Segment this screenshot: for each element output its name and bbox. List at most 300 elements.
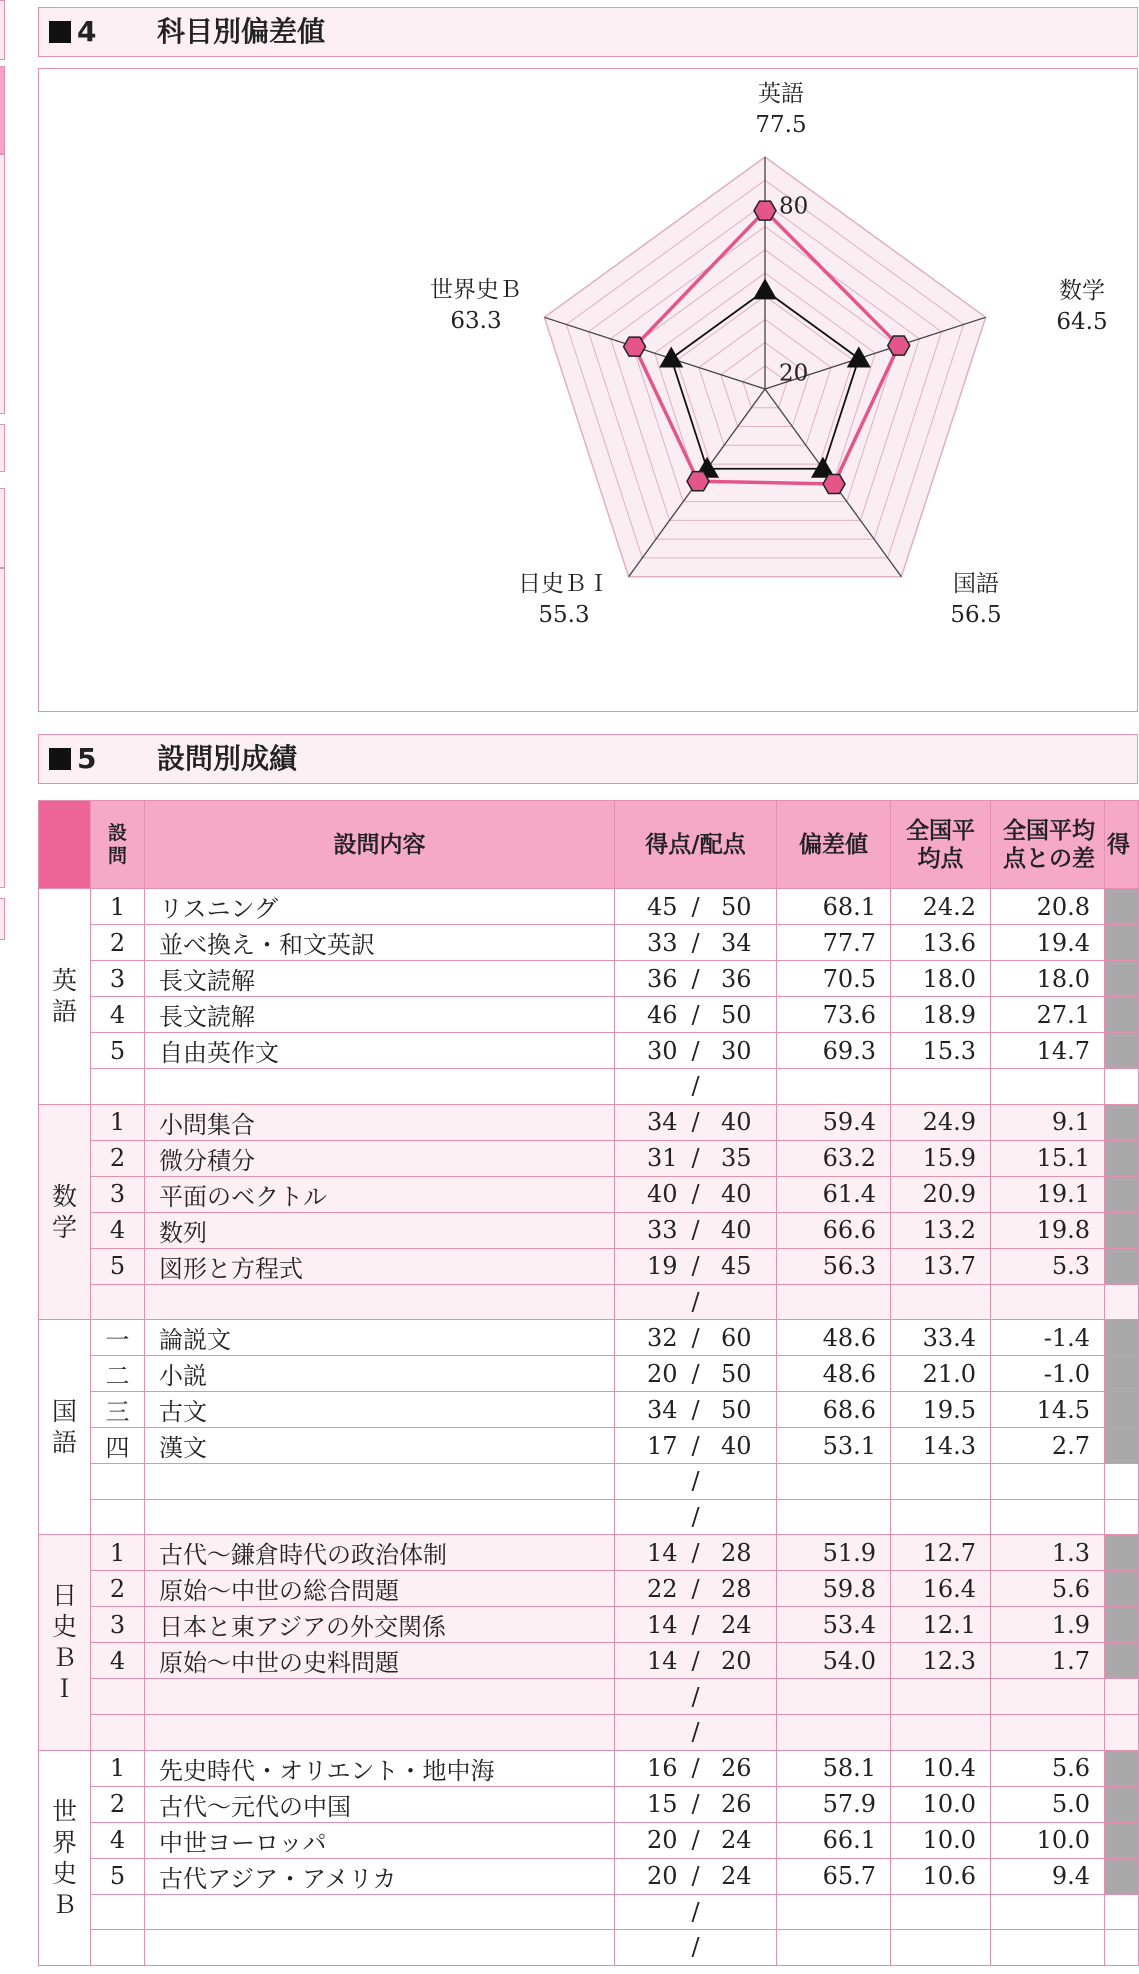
- edge-tab: [0, 0, 5, 60]
- diff-from-average: [991, 1284, 1105, 1320]
- extra-bar-cell: [1105, 889, 1139, 925]
- score-slash: /: [691, 1180, 700, 1209]
- table-row: [39, 1104, 1139, 1140]
- score-slash: /: [691, 1144, 700, 1173]
- deviation-value: 77.7: [777, 925, 891, 961]
- extra-bar-cell: [1105, 1140, 1139, 1176]
- diff-from-average: [991, 1464, 1105, 1500]
- subject-cell: [39, 1320, 91, 1535]
- score-cell: [615, 1033, 777, 1069]
- question-number: 二: [91, 1356, 145, 1392]
- question-content: 中世ヨーロッパ: [145, 1822, 615, 1858]
- deviation-value: 68.6: [777, 1392, 891, 1428]
- diff-from-average: 1.9: [991, 1607, 1105, 1643]
- deviation-value: 66.1: [777, 1822, 891, 1858]
- subject-cell: [39, 1750, 91, 1965]
- score-cell: [615, 1786, 777, 1822]
- deviation-value: [777, 1930, 891, 1966]
- score-earned: 33: [646, 928, 678, 957]
- extra-bar-cell: [1105, 997, 1139, 1033]
- score-cell: [615, 997, 777, 1033]
- axis-name: 英語: [758, 81, 804, 107]
- score-earned: 20: [646, 1826, 678, 1855]
- extra-bar-cell: [1105, 1714, 1139, 1750]
- deviation-value: 65.7: [777, 1858, 891, 1894]
- score-slash: /: [691, 1574, 700, 1603]
- score-cell: [615, 1069, 777, 1105]
- question-number: 三: [91, 1392, 145, 1428]
- deviation-value: 63.2: [777, 1140, 891, 1176]
- national-average: 10.0: [891, 1822, 991, 1858]
- axis-label-english: [721, 79, 841, 141]
- extra-bar-cell: [1105, 1786, 1139, 1822]
- deviation-value: 54.0: [777, 1643, 891, 1679]
- score-cell: [615, 1104, 777, 1140]
- subject-label: 国語: [51, 1397, 77, 1458]
- axis-value: 63.3: [450, 308, 502, 334]
- axis-name: 国語: [953, 571, 999, 597]
- score-earned: 15: [646, 1790, 678, 1819]
- question-content: [145, 1069, 615, 1105]
- score-slash: /: [691, 1718, 700, 1747]
- score-max: 40: [720, 1180, 752, 1209]
- score-max: 20: [720, 1646, 752, 1675]
- header-corner: [39, 801, 91, 889]
- score-slash: /: [691, 1323, 700, 1352]
- deviation-value: 53.1: [777, 1428, 891, 1464]
- question-number: 2: [91, 1140, 145, 1176]
- extra-bar-cell: [1105, 1894, 1139, 1930]
- table-row: [39, 961, 1139, 997]
- question-number: [91, 1069, 145, 1105]
- national-average: 21.0: [891, 1356, 991, 1392]
- score-slash: /: [691, 1933, 700, 1962]
- national-average: 19.5: [891, 1392, 991, 1428]
- question-number: [91, 1930, 145, 1966]
- score-earned: 36: [646, 964, 678, 993]
- deviation-value: 48.6: [777, 1320, 891, 1356]
- extra-bar-cell: [1105, 1176, 1139, 1212]
- score-earned: 20: [646, 1359, 678, 1388]
- score-max: 45: [720, 1252, 752, 1281]
- score-slash: /: [691, 1072, 700, 1101]
- table-row: [39, 1571, 1139, 1607]
- score-slash: /: [691, 1826, 700, 1855]
- table-header-row: [39, 801, 1139, 889]
- question-content: 微分積分: [145, 1140, 615, 1176]
- score-slash: /: [691, 1036, 700, 1065]
- score-slash: /: [691, 1359, 700, 1388]
- score-max: 50: [720, 1395, 752, 1424]
- radar-chart-panel: [38, 68, 1138, 712]
- question-number: 1: [91, 889, 145, 925]
- score-max: 28: [720, 1574, 752, 1603]
- score-slash: /: [691, 1503, 700, 1532]
- question-content: リスニング: [145, 889, 615, 925]
- score-earned: 45: [646, 892, 678, 921]
- national-average: 24.2: [891, 889, 991, 925]
- axis-label-japanese: [921, 569, 1031, 631]
- score-cell: [615, 1750, 777, 1786]
- deviation-value: 61.4: [777, 1176, 891, 1212]
- score-cell: [615, 1212, 777, 1248]
- score-slash: /: [691, 1108, 700, 1137]
- score-slash: /: [691, 1862, 700, 1891]
- national-average: 13.7: [891, 1248, 991, 1284]
- question-content: [145, 1464, 615, 1500]
- question-content: 日本と東アジアの外交関係: [145, 1607, 615, 1643]
- score-max: 24: [720, 1610, 752, 1639]
- diff-from-average: 19.4: [991, 925, 1105, 961]
- question-content: 原始～中世の総合問題: [145, 1571, 615, 1607]
- score-max: 34: [720, 928, 752, 957]
- question-number: [91, 1894, 145, 1930]
- score-max: 40: [720, 1431, 752, 1460]
- question-number: 3: [91, 961, 145, 997]
- extra-bar-cell: [1105, 1212, 1139, 1248]
- deviation-value: 66.6: [777, 1212, 891, 1248]
- table-row: [39, 1464, 1139, 1500]
- score-max: 26: [720, 1790, 752, 1819]
- score-slash: /: [691, 1682, 700, 1711]
- deviation-value: [777, 1069, 891, 1105]
- table-row: [39, 1894, 1139, 1930]
- subject-cell: [39, 889, 91, 1105]
- national-average: 15.9: [891, 1140, 991, 1176]
- diff-from-average: 14.5: [991, 1392, 1105, 1428]
- score-cell: [615, 1535, 777, 1571]
- score-cell: [615, 1428, 777, 1464]
- diff-from-average: [991, 1499, 1105, 1535]
- question-content: [145, 1930, 615, 1966]
- extra-bar-cell: [1105, 1356, 1139, 1392]
- table-row: [39, 1535, 1139, 1571]
- score-max: 28: [720, 1538, 752, 1567]
- diff-from-average: 5.0: [991, 1786, 1105, 1822]
- question-number: 1: [91, 1104, 145, 1140]
- extra-bar-cell: [1105, 1499, 1139, 1535]
- question-content: [145, 1714, 615, 1750]
- national-average: 15.3: [891, 1033, 991, 1069]
- table-row: [39, 1643, 1139, 1679]
- score-cell: [615, 1284, 777, 1320]
- question-content: 先史時代・オリエント・地中海: [145, 1750, 615, 1786]
- table-row: [39, 1248, 1139, 1284]
- header-diff-from-average: 全国平均点との差: [991, 801, 1105, 889]
- extra-bar-cell: [1105, 1104, 1139, 1140]
- axis-name: 世界史Ｂ: [430, 277, 522, 303]
- score-max: 30: [720, 1036, 752, 1065]
- score-earned: 33: [646, 1216, 678, 1245]
- score-max: 50: [720, 892, 752, 921]
- score-earned: 34: [646, 1108, 678, 1137]
- table-row: [39, 1284, 1139, 1320]
- question-content: 数列: [145, 1212, 615, 1248]
- deviation-value: 53.4: [777, 1607, 891, 1643]
- extra-bar-cell: [1105, 1930, 1139, 1966]
- question-number: 2: [91, 925, 145, 961]
- table-row: [39, 1679, 1139, 1715]
- deviation-value: [777, 1894, 891, 1930]
- extra-bar-cell: [1105, 961, 1139, 997]
- radar-tick-label-max: 80: [779, 193, 809, 220]
- score-max: 36: [720, 964, 752, 993]
- header-national-average: 全国平均点: [891, 801, 991, 889]
- axis-label-world-history: [396, 275, 556, 337]
- section-title: 科目別偏差値: [157, 15, 326, 48]
- black-square-icon: [49, 21, 71, 43]
- score-max: 26: [720, 1754, 752, 1783]
- question-number: 1: [91, 1535, 145, 1571]
- score-cell: [615, 1571, 777, 1607]
- section-5-header: [38, 734, 1138, 784]
- deviation-value: 59.8: [777, 1571, 891, 1607]
- national-average: 13.2: [891, 1212, 991, 1248]
- table-row: [39, 1392, 1139, 1428]
- radar-deviation-marker: [687, 472, 709, 491]
- question-number: 3: [91, 1176, 145, 1212]
- question-number: 3: [91, 1607, 145, 1643]
- question-results-table: [38, 800, 1138, 1966]
- extra-bar-cell: [1105, 1750, 1139, 1786]
- score-slash: /: [691, 1897, 700, 1926]
- section-4-header: [38, 7, 1138, 57]
- subject-label: 数学: [51, 1181, 77, 1242]
- subject-label: 英語: [51, 966, 77, 1027]
- question-content: 古文: [145, 1392, 615, 1428]
- national-average: [891, 1464, 991, 1500]
- subject-cell: [39, 1535, 91, 1750]
- question-content: 平面のベクトル: [145, 1176, 615, 1212]
- edge-tab: [0, 424, 5, 472]
- score-slash: /: [691, 1287, 700, 1316]
- diff-from-average: 1.3: [991, 1535, 1105, 1571]
- table-row: [39, 1750, 1139, 1786]
- diff-from-average: 9.1: [991, 1104, 1105, 1140]
- national-average: [891, 1284, 991, 1320]
- score-slash: /: [691, 892, 700, 921]
- deviation-value: 58.1: [777, 1750, 891, 1786]
- question-number: 4: [91, 997, 145, 1033]
- question-content: 自由英作文: [145, 1033, 615, 1069]
- radar-deviation-marker: [754, 201, 776, 220]
- axis-value: 64.5: [1056, 309, 1108, 335]
- extra-bar-cell: [1105, 1858, 1139, 1894]
- score-cell: [615, 925, 777, 961]
- score-earned: 32: [646, 1323, 678, 1352]
- question-number: 2: [91, 1786, 145, 1822]
- axis-name: 日史ＢＩ: [518, 571, 610, 597]
- deviation-value: [777, 1464, 891, 1500]
- question-number: 5: [91, 1248, 145, 1284]
- score-cell: [615, 1320, 777, 1356]
- score-slash: /: [691, 1216, 700, 1245]
- table-row: [39, 1428, 1139, 1464]
- diff-from-average: -1.4: [991, 1320, 1105, 1356]
- deviation-value: 56.3: [777, 1248, 891, 1284]
- national-average: [891, 1930, 991, 1966]
- question-number: 5: [91, 1033, 145, 1069]
- table-row: [39, 1822, 1139, 1858]
- national-average: [891, 1679, 991, 1715]
- score-max: 40: [720, 1216, 752, 1245]
- question-number: [91, 1284, 145, 1320]
- score-cell: [615, 889, 777, 925]
- national-average: 18.0: [891, 961, 991, 997]
- national-average: 24.9: [891, 1104, 991, 1140]
- score-cell: [615, 1894, 777, 1930]
- question-content: [145, 1894, 615, 1930]
- deviation-value: 68.1: [777, 889, 891, 925]
- diff-from-average: [991, 1679, 1105, 1715]
- national-average: [891, 1714, 991, 1750]
- score-slash: /: [691, 928, 700, 957]
- radar-deviation-marker: [888, 336, 910, 355]
- diff-from-average: [991, 1069, 1105, 1105]
- diff-from-average: 9.4: [991, 1858, 1105, 1894]
- table-row: [39, 1714, 1139, 1750]
- diff-from-average: [991, 1930, 1105, 1966]
- score-cell: [615, 1392, 777, 1428]
- score-max: 35: [720, 1144, 752, 1173]
- question-content: 図形と方程式: [145, 1248, 615, 1284]
- axis-value: 56.5: [950, 602, 1002, 628]
- score-cell: [615, 1643, 777, 1679]
- edge-tab: [0, 488, 5, 568]
- national-average: 10.0: [891, 1786, 991, 1822]
- national-average: 10.6: [891, 1858, 991, 1894]
- subject-cell: [39, 1104, 91, 1320]
- score-max: 40: [720, 1108, 752, 1137]
- table-row: [39, 1176, 1139, 1212]
- score-earned: 17: [646, 1431, 678, 1460]
- question-content: 小説: [145, 1356, 615, 1392]
- axis-value: 55.3: [538, 602, 590, 628]
- extra-bar-cell: [1105, 1822, 1139, 1858]
- national-average: 12.3: [891, 1643, 991, 1679]
- section-number: 4: [77, 15, 97, 48]
- question-content: 古代～元代の中国: [145, 1786, 615, 1822]
- edge-tab: [0, 154, 5, 414]
- score-earned: 14: [646, 1538, 678, 1567]
- deviation-value: 69.3: [777, 1033, 891, 1069]
- question-number: 四: [91, 1428, 145, 1464]
- table-row: [39, 1140, 1139, 1176]
- score-slash: /: [691, 1431, 700, 1460]
- diff-from-average: 14.7: [991, 1033, 1105, 1069]
- diff-from-average: 18.0: [991, 961, 1105, 997]
- score-slash: /: [691, 1610, 700, 1639]
- score-cell: [615, 1140, 777, 1176]
- radar-deviation-marker: [823, 474, 845, 493]
- extra-bar-cell: [1105, 1320, 1139, 1356]
- score-max: 24: [720, 1826, 752, 1855]
- edge-tab: [0, 898, 5, 940]
- extra-bar-cell: [1105, 1392, 1139, 1428]
- table-row: [39, 1930, 1139, 1966]
- national-average: [891, 1894, 991, 1930]
- score-max: 50: [720, 1359, 752, 1388]
- header-deviation: 偏差値: [777, 801, 891, 889]
- question-number: 5: [91, 1858, 145, 1894]
- extra-bar-cell: [1105, 1248, 1139, 1284]
- score-max: 24: [720, 1862, 752, 1891]
- subject-label: 日史ＢＩ: [51, 1581, 77, 1704]
- question-number: 4: [91, 1822, 145, 1858]
- question-content: [145, 1499, 615, 1535]
- score-slash: /: [691, 1538, 700, 1567]
- national-average: 33.4: [891, 1320, 991, 1356]
- question-content: 原始～中世の史料問題: [145, 1643, 615, 1679]
- score-slash: /: [691, 964, 700, 993]
- question-content: 並べ換え・和文英訳: [145, 925, 615, 961]
- national-average: 20.9: [891, 1176, 991, 1212]
- score-earned: 20: [646, 1862, 678, 1891]
- score-cell: [615, 1464, 777, 1500]
- question-number: [91, 1679, 145, 1715]
- score-earned: 46: [646, 1000, 678, 1029]
- extra-bar-cell: [1105, 1535, 1139, 1571]
- question-number: [91, 1714, 145, 1750]
- score-slash: /: [691, 1000, 700, 1029]
- score-earned: 22: [646, 1574, 678, 1603]
- question-content: [145, 1679, 615, 1715]
- table-row: [39, 1786, 1139, 1822]
- subject-label: 世界史Ｂ: [51, 1796, 77, 1919]
- question-content: 漢文: [145, 1428, 615, 1464]
- national-average: 12.1: [891, 1607, 991, 1643]
- table-row: [39, 1033, 1139, 1069]
- deviation-value: [777, 1284, 891, 1320]
- extra-bar-cell: [1105, 1033, 1139, 1069]
- diff-from-average: [991, 1714, 1105, 1750]
- table-row: [39, 1607, 1139, 1643]
- score-slash: /: [691, 1790, 700, 1819]
- question-content: 古代～鎌倉時代の政治体制: [145, 1535, 615, 1571]
- score-cell: [615, 1822, 777, 1858]
- diff-from-average: 20.8: [991, 889, 1105, 925]
- score-cell: [615, 1176, 777, 1212]
- national-average: [891, 1069, 991, 1105]
- table-row: [39, 1499, 1139, 1535]
- table-body: [39, 889, 1139, 1966]
- table-row: [39, 1858, 1139, 1894]
- question-content: 論説文: [145, 1320, 615, 1356]
- question-number: 1: [91, 1750, 145, 1786]
- deviation-value: 70.5: [777, 961, 891, 997]
- score-earned: 14: [646, 1646, 678, 1675]
- axis-value: 77.5: [755, 112, 807, 138]
- axis-label-japanese-history: [484, 569, 644, 631]
- question-number: 4: [91, 1212, 145, 1248]
- edge-tab: [0, 568, 5, 888]
- score-cell: [615, 1930, 777, 1966]
- header-extra-cut: 得: [1105, 801, 1139, 889]
- question-number: 4: [91, 1643, 145, 1679]
- score-slash: /: [691, 1754, 700, 1783]
- national-average: 13.6: [891, 925, 991, 961]
- question-content: 長文読解: [145, 961, 615, 997]
- extra-bar-cell: [1105, 1069, 1139, 1105]
- black-square-icon: [49, 748, 71, 770]
- score-max: 60: [720, 1323, 752, 1352]
- diff-from-average: 19.8: [991, 1212, 1105, 1248]
- score-slash: /: [691, 1395, 700, 1424]
- deviation-value: [777, 1679, 891, 1715]
- table-row: [39, 889, 1139, 925]
- table-row: [39, 1320, 1139, 1356]
- national-average: 18.9: [891, 997, 991, 1033]
